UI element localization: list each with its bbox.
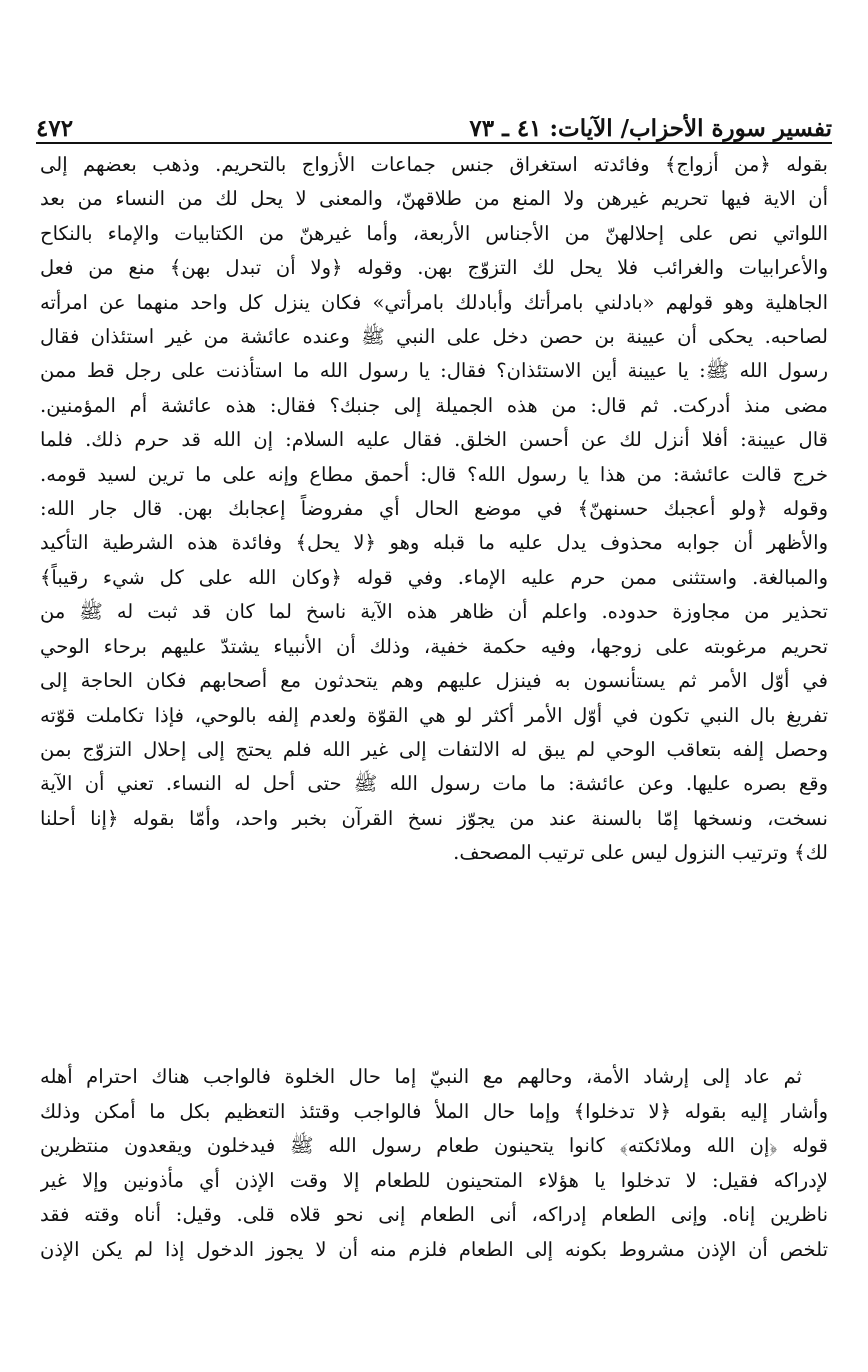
text-line: نسخت، ونسخها إمّا بالسنة عند من يجوّز نسخ القرآن بخبر واحد، وأمّا بقوله ﴿إنا أحلنا (40, 806, 828, 830)
text-line: قال عيينة: أفلا أنزل لك عن أحسن الخلق. فقال عليه السلام: إن الله قد حرم ذلك. فلما (40, 428, 828, 452)
text-line: رسول الله ﷺ: يا عيينة أين الاستئذان؟ فقال: يا رسول الله ما استأذنت على رجل قط ممن (40, 359, 828, 383)
text-line: تفريغ بال النبي تكون في أوّل الأمر أكثر لو هي القوّة ولعدم إلفه بالوحي، فإذا تكاملت قوّته (40, 703, 828, 727)
text-line: تحذير من مجاوزة حدوده. واعلم أن ظاهر هذه الآية ناسخ لما كان قد ثبت له ﷺ من (40, 600, 828, 624)
text-line: وقوله ﴿ولو أعجبك حسنهنّ﴾ في موضع الحال أي مفروضاً إعجابك بهن. قال جار الله: (40, 497, 828, 521)
text-line: لصاحبه. يحكى أن عيينة بن حصن دخل على النبي ﷺ وعنده عائشة من غير استئذان فقال (40, 325, 828, 349)
paragraph-1 (40, 148, 828, 871)
text-line: والأعرابيات والغرائب فلا يحل لك التزوّج بهن. وقوله ﴿ولا أن تبدل بهن﴾ منع من فعل (40, 256, 828, 280)
text-line: وحصل إلفه بتعاقب الوحي لم يبق له الالتفات إلى غير الله فلم يحتج إلى إحلال التزوّج بمن (40, 737, 828, 761)
text-line: لإدراكه فقيل: لا تدخلوا يا هؤلاء المتحينون للطعام إلا وقت الإذن أي مأذونين وإلا غير (40, 1168, 828, 1192)
text-line: خرج قالت عائشة: من هذا يا رسول الله؟ قال: أحمق مطاع وإنه على ما ترين لسيد قومه. (40, 462, 828, 486)
header-rule (36, 142, 832, 144)
running-header (36, 98, 832, 140)
text-line: وأشار إليه بقوله ﴿لا تدخلوا﴾ وإما حال الملأ فالواجب وقتئذ التعظيم بكل ما أمكن وذلك (40, 1099, 828, 1123)
text-line: الجاهلية وهو قولهم «بادلني بامرأتك وأبادلك بامرأتي» فكان ينزل كل واحد منهما عن امرأته (40, 290, 828, 314)
text-line: اللواتي نص على إحلالهنّ من الأجناس الأربعة، وأما غيرهنّ من الكتابيات والإماء بالنكاح (40, 221, 828, 245)
text-line: في أوّل الأمر ثم يستأنسون به فينزل عليهم وهم يتحدثون مع أصحابهم فكان الحاجة إلى (40, 669, 828, 693)
text-line: مضى منذ أدركت. ثم قال: من هذه الجميلة إلى جنبك؟ فقال: هذه عائشة أم المؤمنين. (40, 393, 828, 417)
text-line: بقوله ﴿من أزواج﴾ وفائدته استغراق جنس جماعات الأزواج بالتحريم. وذهب بعضهم إلى (40, 153, 828, 176)
paragraph-2 (40, 1060, 828, 1268)
text-line: لك﴾ وترتيب النزول ليس على ترتيب المصحف. (453, 841, 828, 865)
text-line: قوله ﴿إن الله وملائكته﴾ كانوا يتحينون طعام رسول الله ﷺ فيدخلون ويقعدون منتظرين (40, 1134, 828, 1158)
text-line: ناظرين إناه. وإنى الطعام إدراكه، أنى الطعام إنى نحو قلاه قلى. وقيل: أناه وقته فقد (40, 1203, 828, 1227)
text-line: وقع بصره عليها. وعن عائشة: ما مات رسول الله ﷺ حتى أحل له النساء. تعني أن الآية (40, 772, 828, 796)
text-line: والمبالغة. واستثنى ممن حرم عليه الإماء. وفي قوله ﴿وكان الله على كل شيء رقيباً﴾ (40, 565, 828, 589)
text-line: تلخص أن الإذن مشروط بكونه إلى الطعام فلزم منه أن لا يجوز الدخول إذا لم يكن الإذن (40, 1237, 828, 1261)
text-line: أن الاية فيها تحريم غيرهن ولا المنع من طلاقهنّ، والمعنى لا يحل لك من النساء من بعد (40, 187, 828, 211)
text-line: ثم عاد إلى إرشاد الأمة، وحالهم مع النبيّ إما حال الخلوة فالواجب هناك احترام أهله (40, 1065, 802, 1088)
running-title: تفسير سورة الأحزاب/ الآيات: ٤١ ـ ٧٣ (469, 115, 832, 142)
text-line: والأظهر أن جوابه محذوف يدل عليه ما قبله وهو ﴿لا يحل﴾ وفائدة هذه الشرطية التأكيد (40, 531, 828, 555)
text-line: تحريم مرغوبته على زوجها، وفيه حكمة خفية، وذلك أن الأنبياء يشتدّ عليهم برحاء الوحي (40, 634, 828, 658)
page-number: ٤٧٢ (36, 115, 74, 142)
